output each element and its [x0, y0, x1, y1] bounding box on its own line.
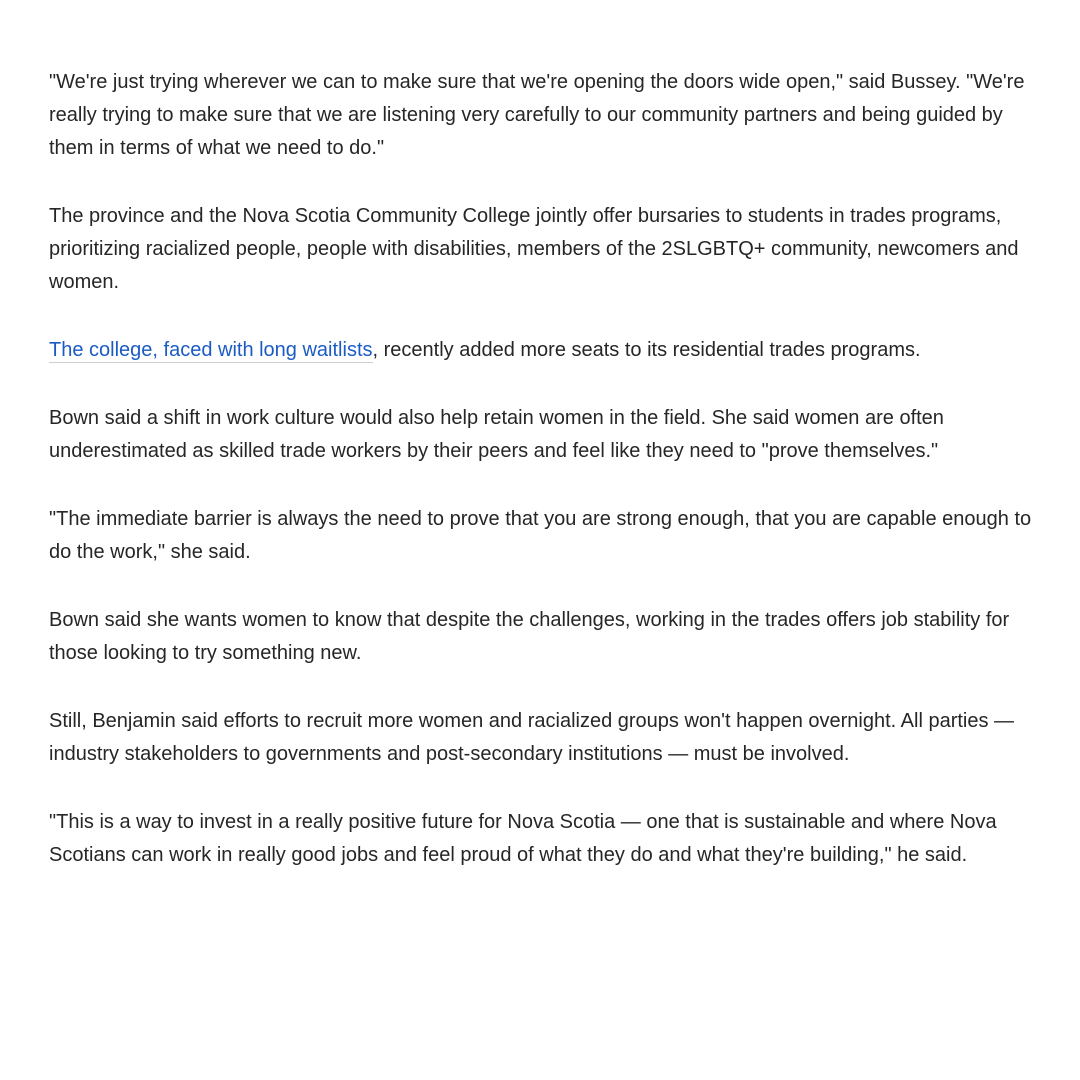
article-body — [49, 66, 1039, 907]
paragraph-bussey-quote: "We're just trying wherever we can to make sure that we're opening the doors wide open," said Bussey. "We're really trying to make sure that we are listening very carefully to our community partners and being guided by them in terms of what we need to do." — [49, 71, 1025, 159]
paragraph-barrier-quote: "The immediate barrier is always the need to prove that you are strong enough, that you are capable enough to do the work," she said. — [49, 508, 1032, 563]
paragraph-college-seats-text: , recently added more seats to its residential trades programs. — [372, 339, 921, 361]
paragraph-work-culture: Bown said a shift in work culture would also help retain women in the field. She said women are often underestimated as skilled trade workers by their peers and feel like they need to "prove themselves." — [49, 407, 944, 462]
paragraph-job-stability: Bown said she wants women to know that despite the challenges, working in the trades offers job stability for those looking to try something new. — [49, 609, 1010, 664]
paragraph-college-seats — [49, 334, 1039, 367]
waitlists-article-link[interactable]: The college, faced with long waitlists — [49, 339, 373, 361]
paragraph-bursaries: The province and the Nova Scotia Community College jointly offer bursaries to students in trades programs, prioritizing racialized people, people with disabilities, members of the 2SLGBTQ+ community, newcomers and women. — [49, 205, 1019, 293]
paragraph-benjamin-efforts: Still, Benjamin said efforts to recruit more women and racialized groups won't happen overnight. All parties — industry stakeholders to governments and post-secondary institutions — must be involved. — [49, 710, 1015, 765]
paragraph-benjamin-quote: "This is a way to invest in a really positive future for Nova Scotia — one that is sustainable and where Nova Scotians can work in really good jobs and feel proud of what they do and what they're building," he said. — [49, 811, 997, 866]
